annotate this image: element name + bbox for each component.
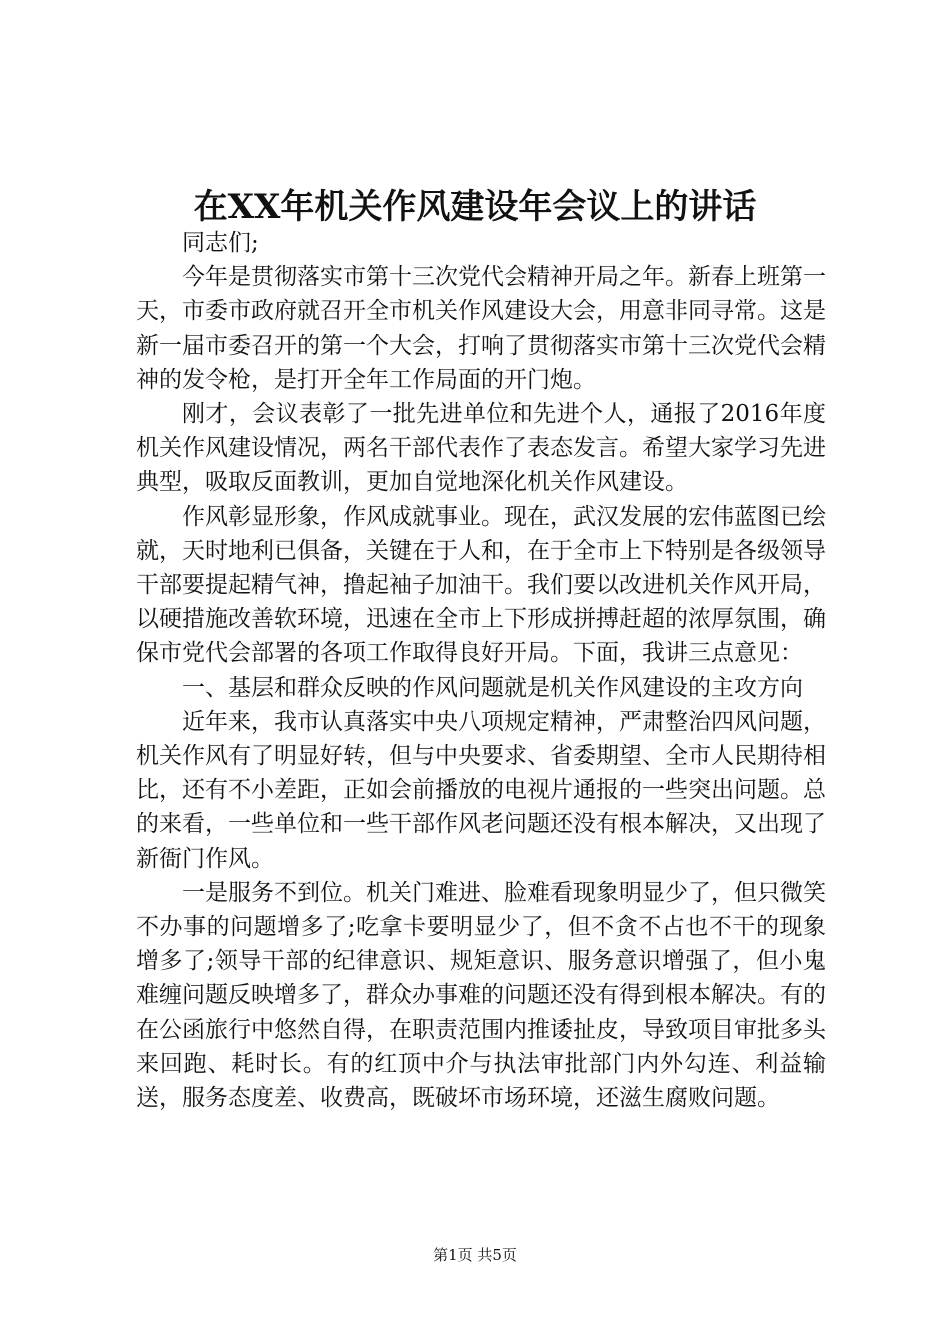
paragraph-intro: 今年是贯彻落实市第十三次党代会精神开局之年。新春上班第一天，市委市政府就召开全市机关作风建设大会，用意非同寻常。这是新一届市委召开的第一个大会，打响了贯彻落实市第十三次党代会精神的发令枪，是打开全年工作局面的开门炮。 [136, 264, 826, 393]
paragraph-commendation: 刚才，会议表彰了一批先进单位和先进个人，通报了2016年度机关作风建设情况，两名干部代表作了表态发言。希望大家学习先进典型，吸取反面教训，更加自觉地深化机关作风建设。 [136, 401, 826, 496]
document-body [136, 226, 826, 1115]
paragraph-recent-years: 近年来，我市认真落实中央八项规定精神，严肃整治四风问题，机关作风有了明显好转，但与中央要求、省委期望、全市人民期待相比，还有不小差距，正如会前播放的电视片通报的一些突出问题。总的来看，一些单位和一些干部作风老问题还没有根本解决，又出现了新衙门作风。 [136, 708, 826, 872]
page-footer: 第1页 共5页 [433, 1246, 517, 1264]
paragraph-service-issues: 一是服务不到位。机关门难进、脸难看现象明显少了，但只微笑不办事的问题增多了;吃拿卡要明显少了，但不贪不占也不干的现象增多了;领导干部的纪律意识、规矩意识、服务意识增强了，但小鬼难缠问题反映增多了，群众办事难的问题还没有得到根本解决。有的在公函旅行中悠然自得，在职责范围内推诿扯皮，导致项目审批多头来回跑、耗时长。有的红顶中介与执法审批部门内外勾连、利益输送，服务态度差、收费高，既破坏市场环境，还滋生腐败问题。 [136, 879, 826, 1112]
document-title: 在XX年机关作风建设年会议上的讲话 [193, 187, 757, 227]
paragraph-style-image: 作风彰显形象，作风成就事业。现在，武汉发展的宏伟蓝图已绘就，天时地利已俱备，关键在于人和，在于全市上下特别是各级领导干部要提起精气神，撸起袖子加油干。我们要以改进机关作风开局，以硬措施改善软环境，迅速在全市上下形成拼搏赶超的浓厚氛围，确保市党代会部署的各项工作取得良好开局。下面，我讲三点意见： [136, 503, 826, 667]
section-heading-1: 一、基层和群众反映的作风问题就是机关作风建设的主攻方向 [182, 674, 803, 701]
paragraph-salutation: 同志们; [182, 230, 259, 256]
